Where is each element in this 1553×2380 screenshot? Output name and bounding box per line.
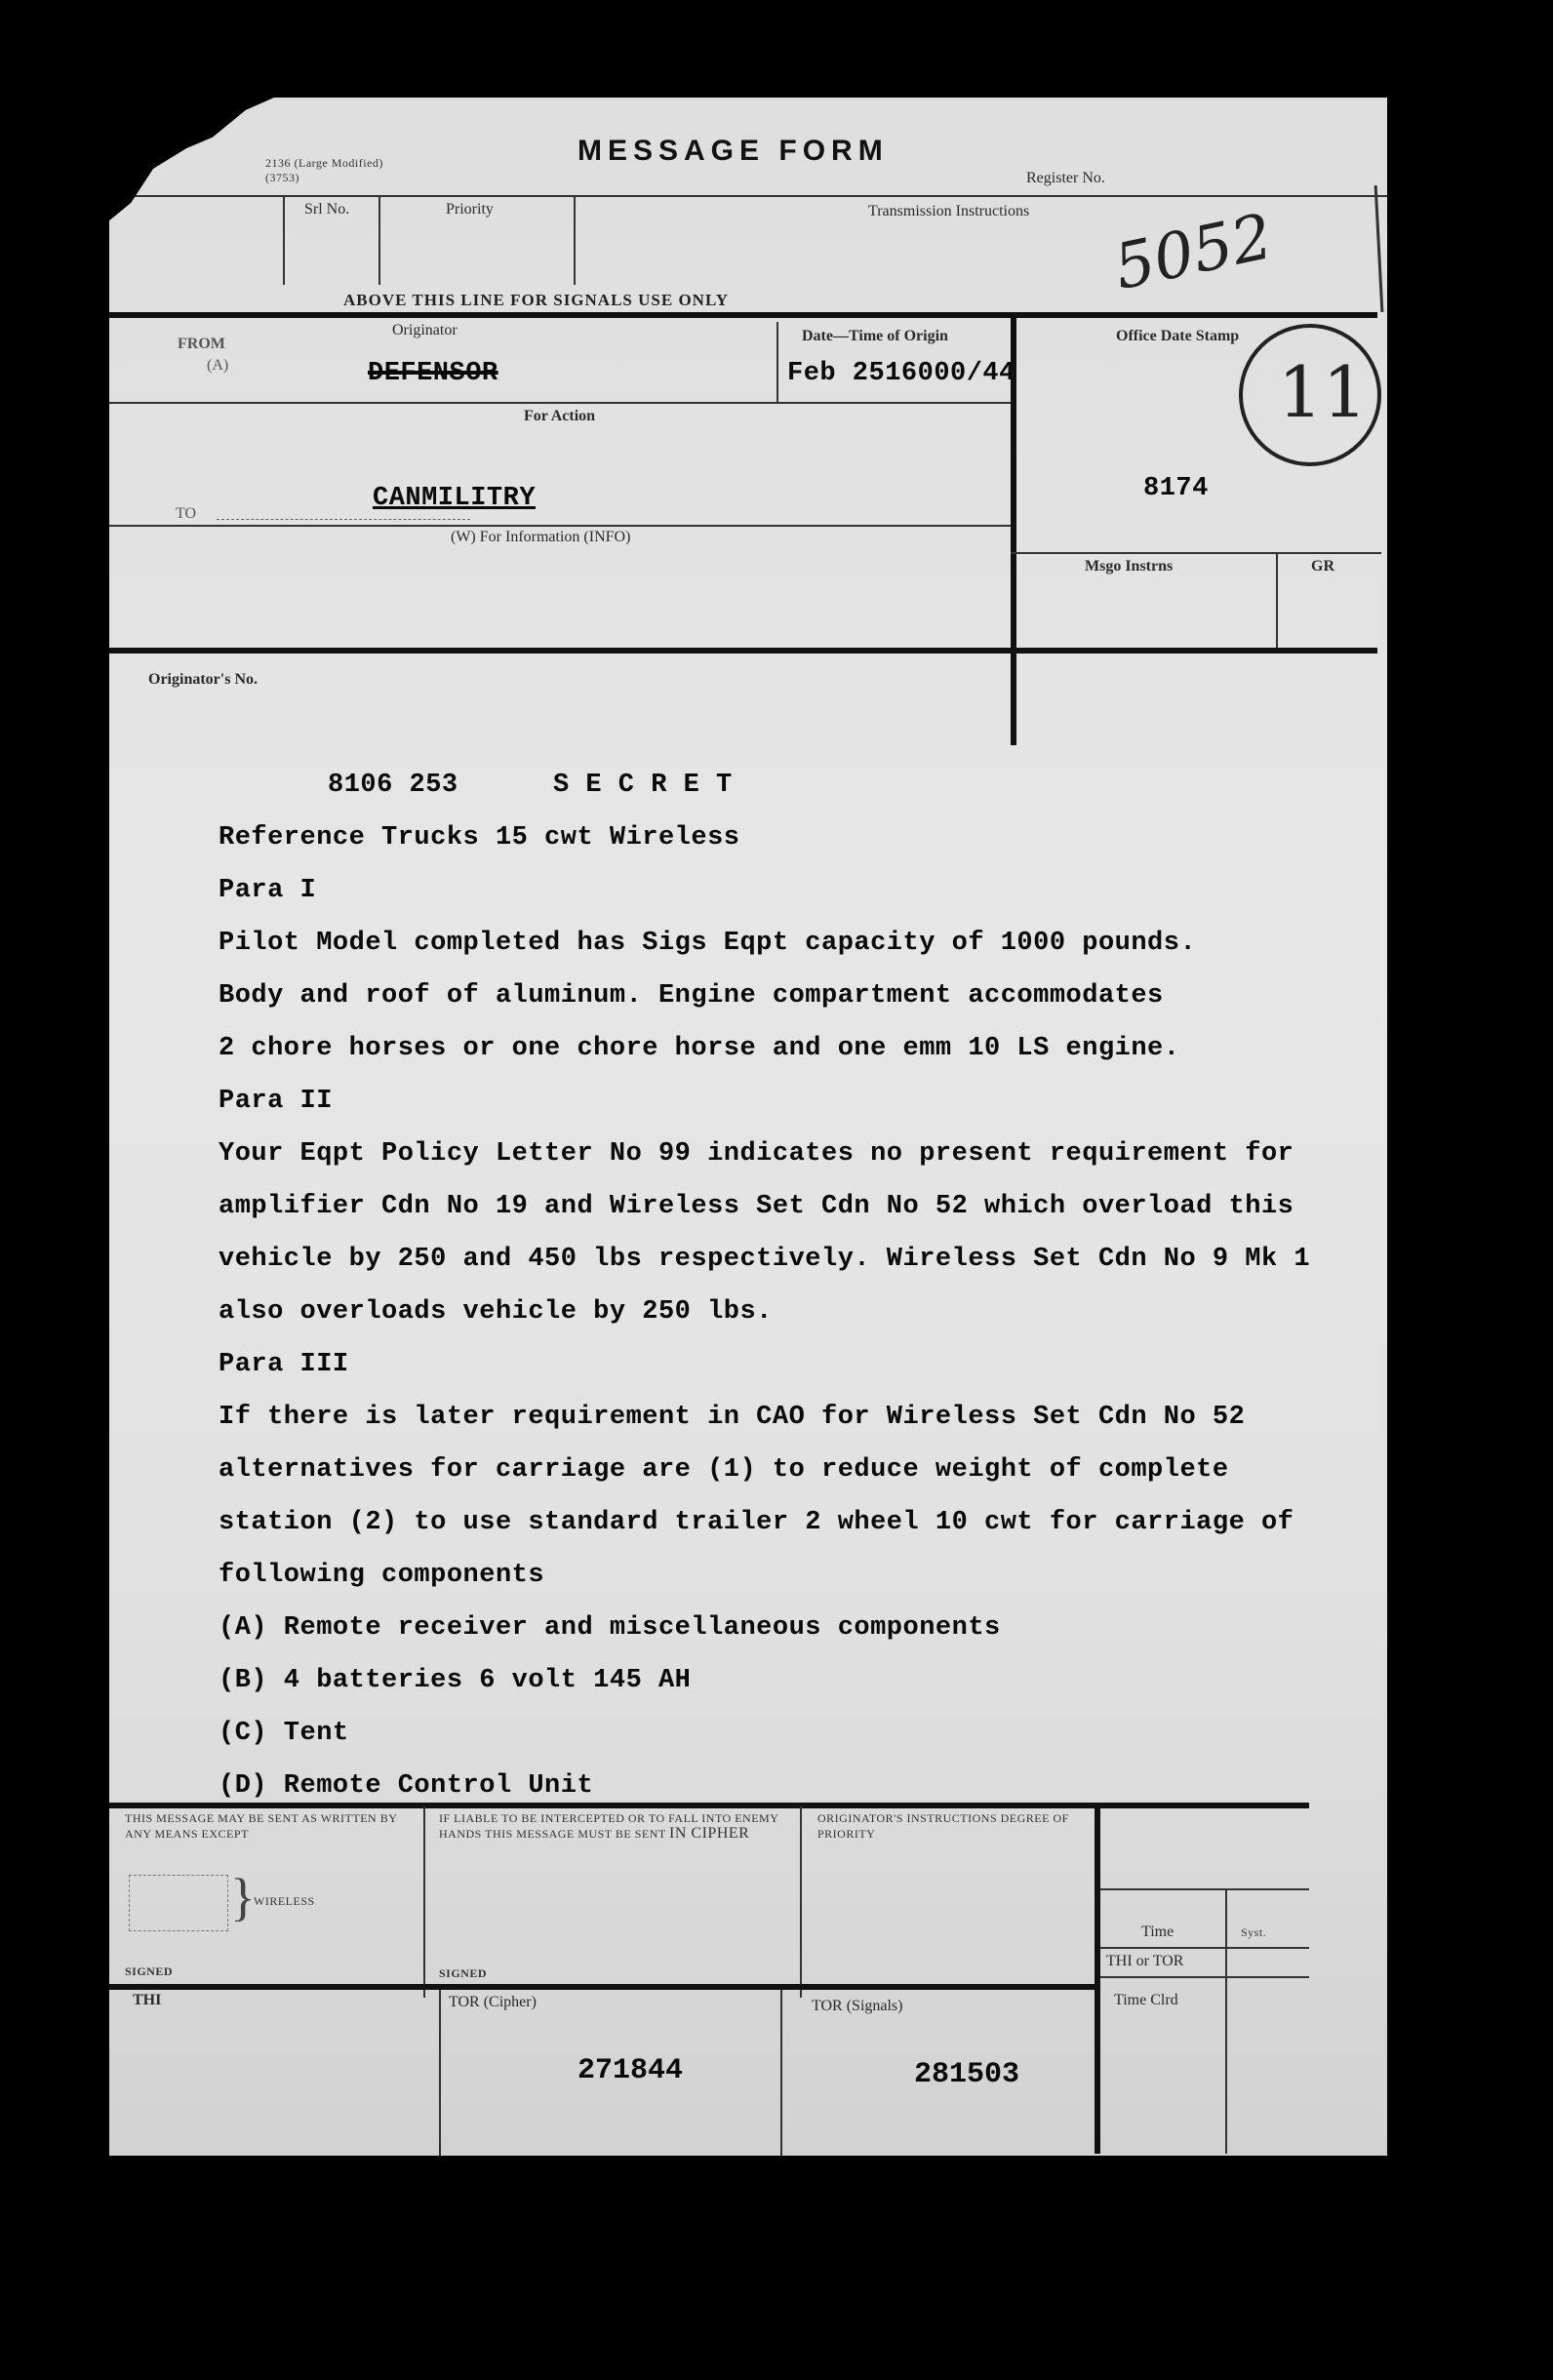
message-line: Your Eqpt Policy Letter No 99 indicates no present requirement for <box>219 1139 1294 1169</box>
msgo-label: Msgo Instrns <box>1085 558 1174 575</box>
message-line: amplifier Cdn No 19 and Wireless Set Cdn No 52 which overload this <box>219 1192 1294 1221</box>
date-time-label: Date—Time of Origin <box>802 328 948 344</box>
thi-tor-label: THI or TOR <box>1106 1953 1184 1969</box>
originator-value: DEFENSOR <box>368 359 498 388</box>
to-label: TO <box>176 505 197 522</box>
message-line: 2 chore horses or one chore horse and one emm 10 LS engine. <box>219 1034 1180 1063</box>
message-line: Reference Trucks 15 cwt Wireless <box>219 823 740 853</box>
cipher-word: IN CIPHER <box>669 1825 750 1842</box>
tor-signals-value: 281503 <box>914 2058 1020 2091</box>
message-line: Para III <box>219 1350 349 1379</box>
from-sub-label: (A) <box>207 357 229 374</box>
office-date-stamp <box>1239 324 1381 466</box>
date-time-value: Feb 2516000/44 <box>787 359 1015 388</box>
srl-label: Srl No. <box>304 201 350 218</box>
message-form-sheet <box>109 98 1387 2156</box>
message-line: Body and roof of aluminum. Engine compartment accommodates <box>219 981 1164 1011</box>
message-line: vehicle by 250 and 450 lbs respectively. Wireless Set Cdn No 9 Mk 1 <box>219 1245 1311 1274</box>
form-ref-text-2: (3753) <box>265 171 299 184</box>
from-label: FROM <box>178 336 225 352</box>
originator-label: Originator <box>392 322 458 338</box>
message-line: Para II <box>219 1087 333 1116</box>
gr-label: GR <box>1311 558 1334 575</box>
handwritten-register-number: 5052 <box>1108 200 1279 305</box>
signed-label-2: SIGNED <box>439 1966 488 1980</box>
signed-label-1: SIGNED <box>125 1964 174 1978</box>
form-ref-text: 2136 (Large Modified) <box>265 156 383 170</box>
for-action-value: CANMILITRY <box>373 484 537 513</box>
form-title: MESSAGE FORM <box>577 135 889 167</box>
classification: S E C R E T <box>553 771 733 800</box>
time-label: Time <box>1141 1924 1175 1940</box>
message-line: following components <box>219 1561 545 1590</box>
message-ref-number: 8106 253 <box>328 771 458 800</box>
originators-no-label: Originator's No. <box>148 671 258 688</box>
cipher-label <box>439 1810 790 1842</box>
wireless-box <box>129 1875 228 1931</box>
syst-label: Syst. <box>1241 1925 1267 1939</box>
time-clrd-label: Time Clrd <box>1114 1992 1178 2008</box>
message-line: station (2) to use standard trailer 2 wheel 10 cwt for carriage of <box>219 1508 1294 1537</box>
for-action-label: For Action <box>524 408 596 424</box>
brace-glyph: } <box>230 1868 256 1926</box>
cipher-label-text: IF LIABLE TO BE INTERCEPTED OR TO FALL INTO ENEMY HANDS THIS MESSAGE MUST BE SENT <box>439 1811 778 1841</box>
register-label: Register No. <box>1026 170 1105 186</box>
message-line: (D) Remote Control Unit <box>219 1771 594 1801</box>
originator-instructions-label: ORIGINATOR'S INSTRUCTIONS DEGREE OF PRIORITY <box>817 1811 1069 1841</box>
message-line: also overloads vehicle by 250 lbs. <box>219 1297 773 1327</box>
office-stamp-label: Office Date Stamp <box>1116 328 1240 344</box>
message-line: If there is later requirement in CAO for Wireless Set Cdn No 52 <box>219 1403 1246 1432</box>
info-label: (W) For Information (INFO) <box>451 529 631 545</box>
thi-label: THI <box>133 1992 162 2008</box>
priority-label: Priority <box>446 201 494 218</box>
message-line: (B) 4 batteries 6 volt 145 AH <box>219 1666 692 1695</box>
stamp-mark: 11 <box>1278 351 1368 433</box>
message-line: (A) Remote receiver and miscellaneous components <box>219 1613 1001 1643</box>
written-label: THIS MESSAGE MAY BE SENT AS WRITTEN BY ANY MEANS EXCEPT <box>125 1811 397 1841</box>
tor-signals-label: TOR (Signals) <box>812 1998 903 2014</box>
wireless-label: WIRELESS <box>254 1894 315 1908</box>
message-line: Para I <box>219 876 317 905</box>
transmission-label: Transmission Instructions <box>868 203 1030 219</box>
message-line: (C) Tent <box>219 1719 349 1748</box>
tor-cipher-value: 271844 <box>577 2054 684 2087</box>
register-tick <box>1374 185 1384 312</box>
message-line: alternatives for carriage are (1) to reduce weight of complete <box>219 1455 1229 1485</box>
form-reference <box>265 156 383 185</box>
office-number: 8174 <box>1143 474 1209 503</box>
signals-use-line: ABOVE THIS LINE FOR SIGNALS USE ONLY <box>343 291 730 309</box>
message-line: Pilot Model completed has Sigs Eqpt capacity of 1000 pounds. <box>219 929 1197 958</box>
tor-cipher-label: TOR (Cipher) <box>449 1994 537 2010</box>
